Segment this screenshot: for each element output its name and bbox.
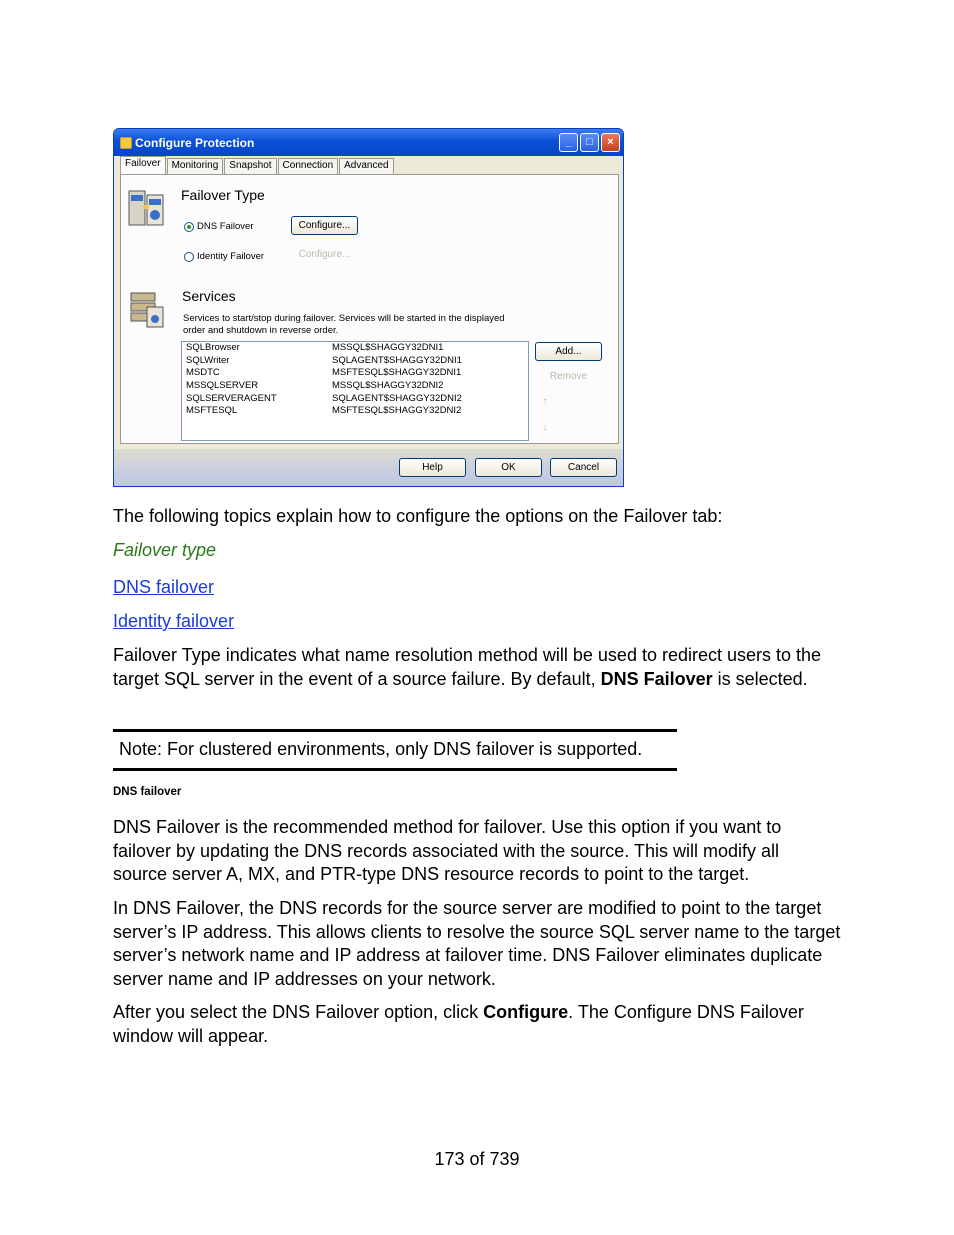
para1-text-end: is selected. [712, 668, 808, 689]
para4-text: After you select the DNS Failover option, click [113, 1002, 484, 1022]
dns-configure-button[interactable]: Configure... [291, 216, 358, 235]
dialog-footer [114, 449, 623, 487]
service-name: MSFTESQL$SHAGGY32DNI1 [332, 367, 462, 379]
tab-snapshot[interactable]: Snapshot [224, 158, 276, 175]
services-icon [127, 287, 167, 329]
service-name: MSSQLSERVER [186, 380, 259, 392]
intro-paragraph: The following topics explain how to configure the options on the Failover tab: [113, 506, 723, 526]
list-item[interactable] [182, 393, 528, 406]
tab-connection[interactable]: Connection [278, 158, 339, 175]
add-service-button[interactable]: Add... [535, 342, 602, 361]
services-description-line1: Services to start/stop during failover. Services will be started in the displayed [183, 313, 505, 324]
dns-paragraph-2: In DNS Failover, the DNS records for the source server are modified to point to the target server’s IP address. This allows clients to resolve the source SQL server name to the target server’s network name and IP address at failover time. DNS Failover eliminates duplicate server name and IP addresses on your network. [113, 898, 841, 989]
service-name: SQLAGENT$SHAGGY32DNI2 [332, 392, 462, 404]
dns-failover-radio[interactable] [184, 222, 194, 232]
list-item[interactable] [182, 405, 528, 418]
para1-text: Failover Type indicates what name resolution method will be used to redirect users to the target SQL server in the event of a source failure. By default, [113, 645, 822, 689]
identity-failover-link[interactable]: Identity failover [113, 611, 235, 631]
service-name: SQLBrowser [186, 342, 240, 353]
dns-paragraph-1: DNS Failover is the recommended method for failover. Use this option if you want to failover by updating the DNS records associated with the source. This will modify all source server A, MX, and PTR-type DNS resource records to point to the target. [113, 817, 782, 884]
para4-text-end: . The Configure DNS Failover window will appear. [113, 1002, 804, 1046]
service-name: MSSQL$SHAGGY32DNI1 [332, 342, 444, 353]
failover-panel [120, 174, 619, 444]
dns-failover-link[interactable]: DNS failover [113, 577, 215, 597]
tab-monitoring[interactable]: Monitoring [167, 158, 224, 175]
identity-failover-label: Identity Failover [197, 251, 265, 262]
failover-type-heading: Failover Type [181, 187, 265, 203]
identity-configure-button[interactable]: Configure... [298, 249, 351, 260]
service-name: MSFTESQL [186, 405, 238, 417]
maximize-icon[interactable]: □ [580, 133, 599, 152]
app-icon [120, 137, 132, 149]
tab-strip [120, 158, 395, 175]
service-name: SQLWriter [186, 354, 230, 366]
move-down-icon[interactable]: ↓ [542, 422, 548, 433]
minimize-icon[interactable]: _ [559, 133, 578, 152]
note-bottom-rule [113, 768, 677, 771]
dns-paragraph-3 [113, 1001, 848, 1048]
list-item[interactable] [182, 342, 528, 355]
service-name: SQLSERVERAGENT [186, 392, 277, 404]
dns-failover-heading: DNS failover [113, 786, 182, 798]
configure-protection-window [113, 128, 624, 487]
tab-failover[interactable]: Failover [120, 156, 166, 175]
list-item[interactable] [182, 355, 528, 368]
list-item[interactable] [182, 367, 528, 380]
remove-service-button[interactable]: Remove [549, 371, 588, 382]
services-description-line2: order and shutdown in reverse order. [183, 325, 339, 336]
close-icon[interactable]: × [601, 133, 620, 152]
window-title: Configure Protection [135, 135, 255, 150]
note-top-rule [113, 729, 677, 732]
page-number: 173 of 739 [434, 1149, 520, 1169]
move-up-icon[interactable]: ↑ [542, 396, 548, 407]
note-text: Note: For clustered environments, only DNS failover is supported. [119, 739, 643, 759]
title-bar [114, 129, 623, 156]
services-list[interactable] [181, 341, 529, 441]
failover-type-paragraph [113, 644, 833, 691]
tab-advanced[interactable]: Advanced [339, 158, 393, 175]
help-button[interactable]: Help [399, 458, 466, 477]
failover-type-icon [127, 187, 167, 229]
cancel-button[interactable]: Cancel [550, 458, 617, 477]
para4-bold: Configure [483, 1002, 569, 1022]
ok-button[interactable]: OK [475, 458, 542, 477]
para1-bold: DNS Failover [600, 668, 713, 689]
services-heading: Services [182, 288, 236, 304]
identity-failover-radio[interactable] [184, 252, 194, 262]
service-name: MSSQL$SHAGGY32DNI2 [332, 380, 444, 392]
service-name: MSDTC [186, 367, 220, 379]
topic-failover-type: Failover type [113, 540, 217, 560]
dns-failover-label: DNS Failover [197, 221, 254, 232]
service-name: SQLAGENT$SHAGGY32DNI1 [332, 354, 462, 366]
list-item[interactable] [182, 380, 528, 393]
service-name: MSFTESQL$SHAGGY32DNI2 [332, 405, 462, 417]
